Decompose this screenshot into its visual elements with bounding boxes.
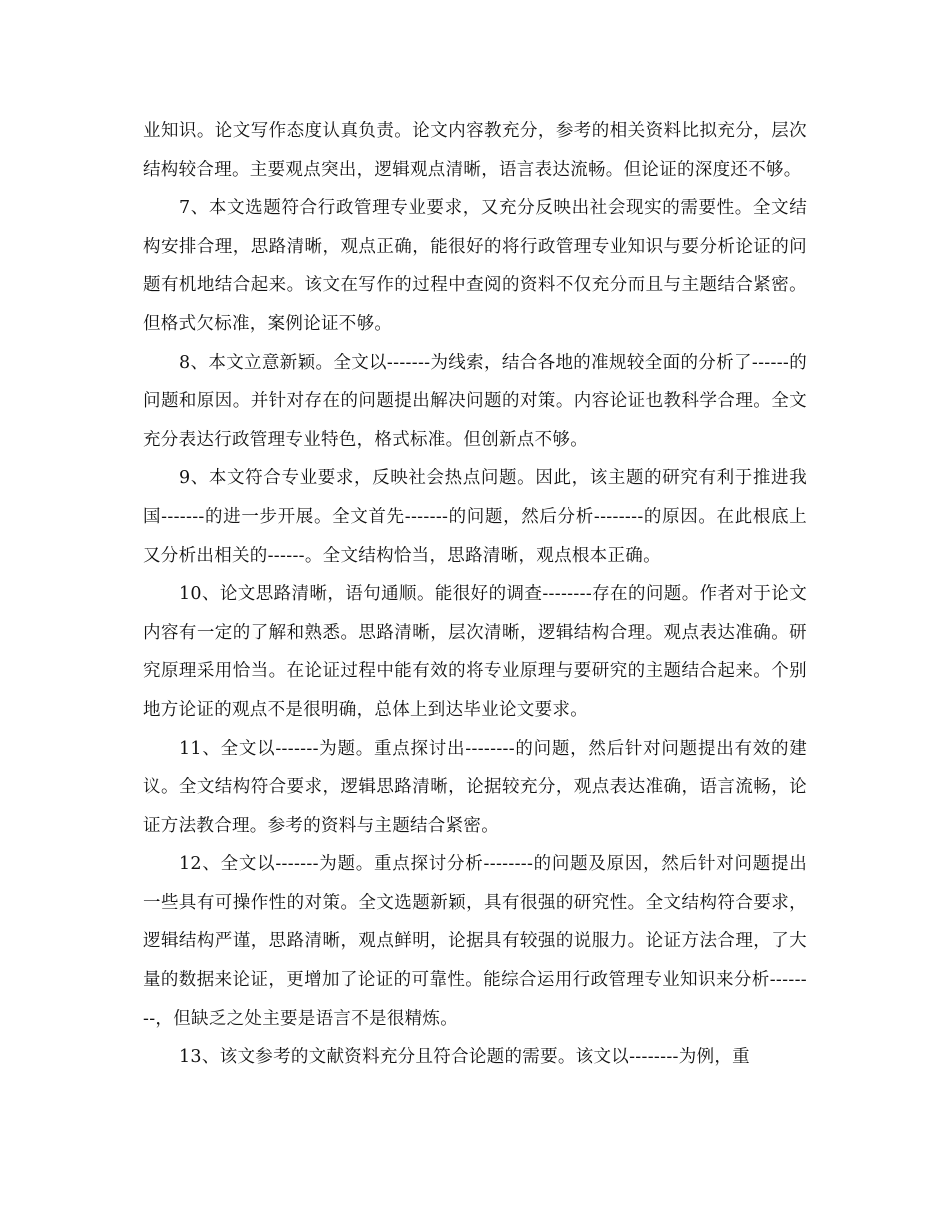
document-body [143, 112, 807, 1077]
paragraph-11: 11、全文以-------为题。重点探讨出--------的问题，然后针对问题提出有效的建议。全文结构符合要求，逻辑思路清晰，论据较充分，观点表达准确，语言流畅，论证方法教合理。参考的资料与主题结合紧密。 [143, 738, 807, 836]
paragraph-13: 13、该文参考的文献资料充分且符合论题的需要。该文以--------为例，重 [179, 1047, 750, 1068]
paragraph-9: 9、本文符合专业要求，反映社会热点问题。因此，该主题的研究有利于推进我国-------的进一步开展。全文首先-------的问题，然后分析--------的原因。在此根底上又分析出相关的------。全文结构恰当，思路清晰，观点根本正确。 [143, 468, 807, 566]
paragraph-10: 10、论文思路清晰，语句通顺。能很好的调查--------存在的问题。作者对于论文内容有一定的了解和熟悉。思路清晰，层次清晰，逻辑结构合理。观点表达准确。研究原理采用恰当。在论证过程中能有效的将专业原理与要研究的主题结合起来。个别地方论证的观点不是很明确，总体上到达毕业论文要求。 [143, 584, 807, 720]
paragraph-8: 8、本文立意新颖。全文以-------为线索，结合各地的准规较全面的分析了------的问题和原因。并针对存在的问题提出解决问题的对策。内容论证也教科学合理。全文充分表达行政管理专业特色，格式标准。但创新点不够。 [143, 352, 807, 450]
paragraph-12: 12、全文以-------为题。重点探讨分析--------的问题及原因，然后针对问题提出一些具有可操作性的对策。全文选题新颖，具有很强的研究性。全文结构符合要求，逻辑结构严谨，思路清晰，观点鲜明，论据具有较强的说服力。论证方法合理，了大量的数据来论证，更增加了论证的可靠性。能综合运用行政管理专业知识来分析--------，但缺乏之处主要是语言不是很精炼。 [143, 854, 807, 1029]
paragraph-7: 7、本文选题符合行政管理专业要求，又充分反映出社会现实的需要性。全文结构安排合理，思路清晰，观点正确，能很好的将行政管理专业知识与要分析论证的问题有机地结合起来。该文在写作的过程中查阅的资料不仅充分而且与主题结合紧密。但格式欠标准，案例论证不够。 [143, 198, 807, 334]
paragraph-continuation: 业知识。论文写作态度认真负责。论文内容教充分，参考的相关资料比拟充分，层次结构较合理。主要观点突出，逻辑观点清晰，语言表达流畅。但论证的深度还不够。 [143, 121, 807, 180]
